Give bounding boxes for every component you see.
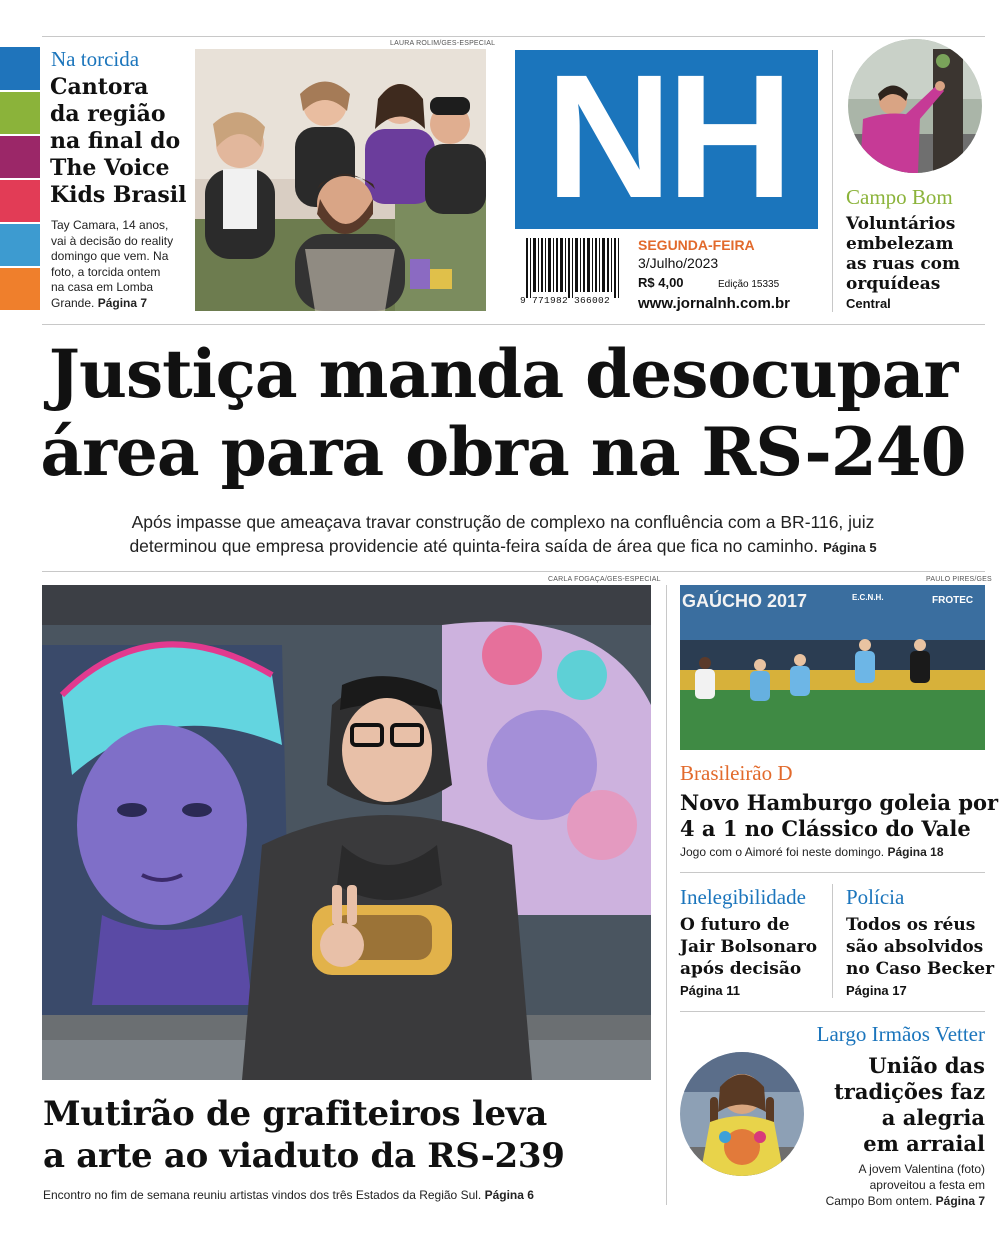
- kicker-campo-bom: Campo Bom: [846, 185, 953, 209]
- photo-volunteer-orchids[interactable]: [848, 39, 982, 173]
- headline-bolsonaro[interactable]: O futuro de Jair Bolsonaro após decisão: [680, 915, 818, 979]
- photo-football-match[interactable]: [680, 585, 985, 750]
- top-rule: [42, 36, 985, 37]
- masthead-divider: [832, 50, 833, 312]
- page-ref-18: Página 18: [887, 845, 944, 859]
- body-grafiteiros: Encontro no fim de semana reuniu artistas vindos dos três Estados da Região Sul. Página 6: [43, 1188, 534, 1202]
- body-arraial: A jovem Valentina (foto) aproveitou a festa em Campo Bom ontem. Página 7: [825, 1162, 985, 1208]
- website-link[interactable]: www.jornalnh.com.br: [638, 295, 790, 312]
- mid-rule: [42, 571, 985, 572]
- color-block-purple: [0, 136, 40, 178]
- logo-nh-text: NH: [545, 39, 788, 235]
- edition-price: R$ 4,00: [638, 275, 684, 290]
- page-ref-11: Página 11: [680, 983, 740, 998]
- column-divider: [666, 585, 667, 1205]
- photo-valentina-illustration: [680, 1052, 804, 1176]
- main-deck: Após impasse que ameaçava travar construção de complexo na confluência com a BR-116, juiz determinou que empresa providencie até quinta-feira saída de área que fica no caminho. Página 5: [129, 512, 877, 556]
- small-stories-rule: [680, 1011, 985, 1012]
- barcode-number: 9 771982 366002: [520, 295, 611, 306]
- small-stories-divider: [832, 884, 833, 998]
- photo-valentina[interactable]: [680, 1052, 804, 1176]
- headline-the-voice[interactable]: Cantora da região na final do The Voice Kids Brasil: [50, 74, 187, 208]
- kicker-policia: Polícia: [846, 885, 905, 909]
- page-ref-17: Página 17: [846, 983, 907, 998]
- headline-novo-hamburgo[interactable]: Novo Hamburgo goleia por 4 a 1 no Clássico do Vale: [680, 790, 999, 841]
- color-block-lightblue: [0, 224, 40, 266]
- photo-graffiti-artist[interactable]: [42, 585, 651, 1080]
- color-block-orange: [0, 268, 40, 310]
- photo-fans-illustration: [195, 49, 486, 311]
- main-headline[interactable]: Justiça manda desocupar área para obra na RS-240: [40, 335, 966, 491]
- headline-grafiteiros[interactable]: Mutirão de grafiteiros leva a arte ao viaduto da RS-239: [43, 1094, 565, 1176]
- stadium-banner: GAÚCHO 2017: [682, 591, 808, 611]
- body-the-voice: Tay Camara, 14 anos, vai à decisão do reality domingo que vem. Na foto, a torcida ontem na casa em Lomba Grande. Página 7: [51, 218, 174, 310]
- club-badge: E.C.N.H.: [852, 593, 884, 602]
- headline-caso-becker[interactable]: Todos os réus são absolvidos no Caso Becker: [846, 915, 995, 979]
- color-block-red: [0, 180, 40, 222]
- kicker-largo-irmaos-vetter: Largo Irmãos Vetter: [816, 1022, 985, 1046]
- color-block-blue: [0, 47, 40, 90]
- barcode-bars: [520, 238, 624, 298]
- page-ref-7-vetter: Página 7: [935, 1194, 985, 1208]
- section-central: Central: [846, 296, 891, 311]
- page-ref-7: Página 7: [97, 295, 148, 310]
- photo-credit-carla-fogaca: CARLA FOGAÇA/GES-ESPECIAL: [548, 576, 661, 583]
- headline-orquideas[interactable]: Voluntários embelezam as ruas com orquídeas: [846, 214, 961, 294]
- kicker-inelegibilidade: Inelegibilidade: [680, 885, 806, 909]
- logo-nh[interactable]: [515, 39, 818, 235]
- football-rule: [680, 872, 985, 873]
- color-block-green: [0, 92, 40, 134]
- photo-fans-watching[interactable]: [195, 49, 486, 311]
- photo-graffiti-illustration: [42, 585, 651, 1080]
- photo-credit-paulo-pires: PAULO PIRES/GES: [926, 576, 992, 583]
- edition-date: 3/Julho/2023: [638, 255, 719, 271]
- edition-number: Edição 15335: [718, 279, 780, 290]
- body-novo-hamburgo: Jogo com o Aimoré foi neste domingo. Página 18: [680, 845, 944, 859]
- edition-day: SEGUNDA-FEIRA: [638, 237, 755, 253]
- photo-volunteer-illustration: [848, 39, 982, 173]
- stadium-board: FROTEC: [932, 595, 974, 606]
- headline-arraial[interactable]: União das tradições faz a alegria em arraial: [834, 1053, 985, 1156]
- photo-credit-laura-rolim: LAURA ROLIM/GES-ESPECIAL: [390, 40, 496, 47]
- masthead-bottom-rule: [42, 324, 985, 325]
- edition-info: [638, 236, 828, 314]
- kicker-na-torcida: Na torcida: [51, 47, 140, 71]
- page-ref-5: Página 5: [823, 540, 877, 555]
- kicker-brasileirao-d: Brasileirão D: [680, 761, 793, 785]
- page-ref-6: Página 6: [484, 1188, 534, 1202]
- barcode: [520, 238, 630, 304]
